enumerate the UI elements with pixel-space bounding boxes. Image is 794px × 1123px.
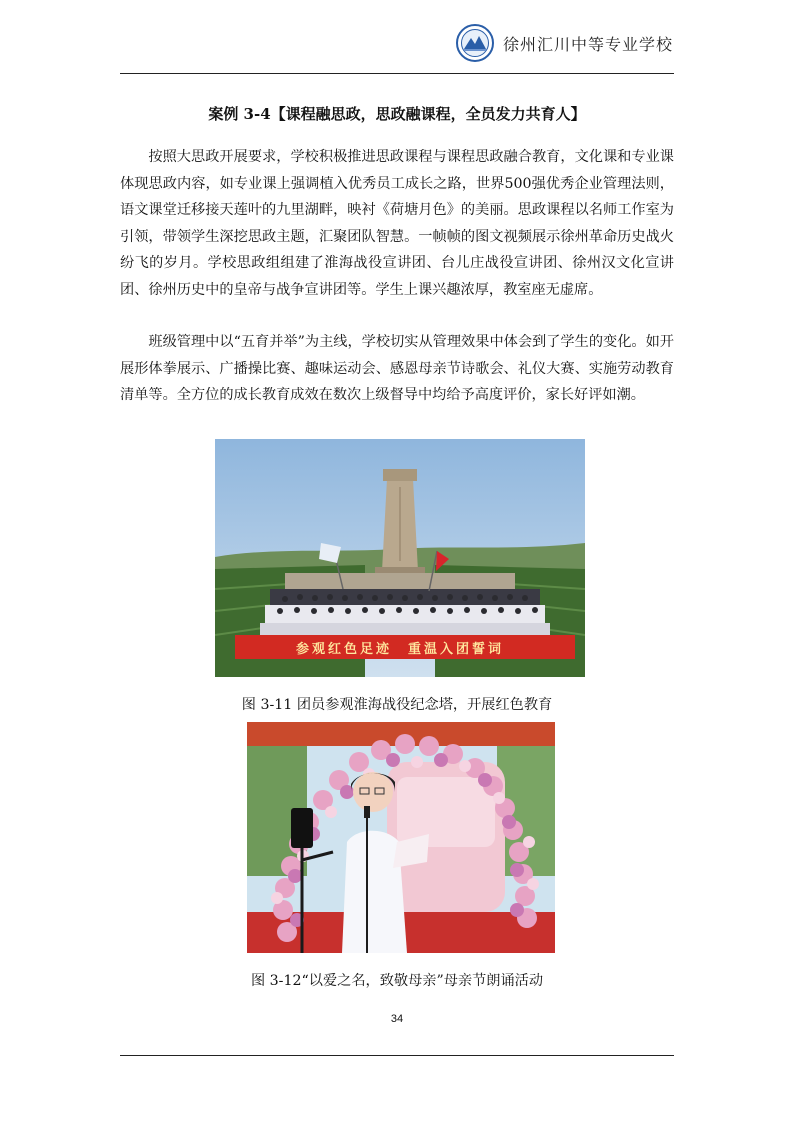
footer-divider bbox=[120, 1055, 674, 1056]
figure-caption-1: 图 3-11 团员参观淮海战役纪念塔，开展红色教育 bbox=[241, 697, 553, 713]
banner-text: 参观红色足迹 重温入团誓词 bbox=[295, 642, 504, 657]
paragraph-2: 班级管理中以“五育并举”为主线，学校切实从管理效果中体会到了学生的变化。如开展形体拳展示、广播操比赛、趣味运动会、感恩母亲节诗歌会、礼仪大赛、实施劳动教育清单等。全方位的成长教育成效在数次上级督导中均给予高度评价，家长好评如潮。 bbox=[120, 334, 674, 403]
page-number: 34 bbox=[390, 1013, 404, 1025]
case-title: 案例 3-4【课程融思政，思政融课程，全员发力共育人】 bbox=[208, 105, 586, 123]
header-divider bbox=[120, 73, 674, 74]
school-name: 徐州汇川中等专业学校 bbox=[503, 35, 674, 54]
paragraph-1: 按照大思政开展要求，学校积极推进思政课程与课程思政融合教育，文化课和专业课体现思政内容，如专业课上强调植入优秀员工成长之路，世界500强优秀企业管理法则，语文课堂迁移接天莲叶的九里湖畔，映衬《荷塘月色》的美丽。思政课程以名师工作室为引领，带领学生深挖思政主题，汇聚团队智慧。一帧帧的图文视频展示徐州革命历史战火纷飞的岁月。学校思政组组建了淮海战役宣讲团、台儿庄战役宣讲团、徐州汉文化宣讲团、徐州历史中的皇帝与战争宣讲团等。学生上课兴趣浓厚，教室座无虚席。 bbox=[120, 149, 674, 298]
mothers-day-photo bbox=[247, 722, 555, 953]
school-logo-icon bbox=[456, 24, 494, 62]
figure-caption-2: 图 3-12“以爱之名，致敬母亲”母亲节朗诵活动 bbox=[250, 973, 544, 989]
